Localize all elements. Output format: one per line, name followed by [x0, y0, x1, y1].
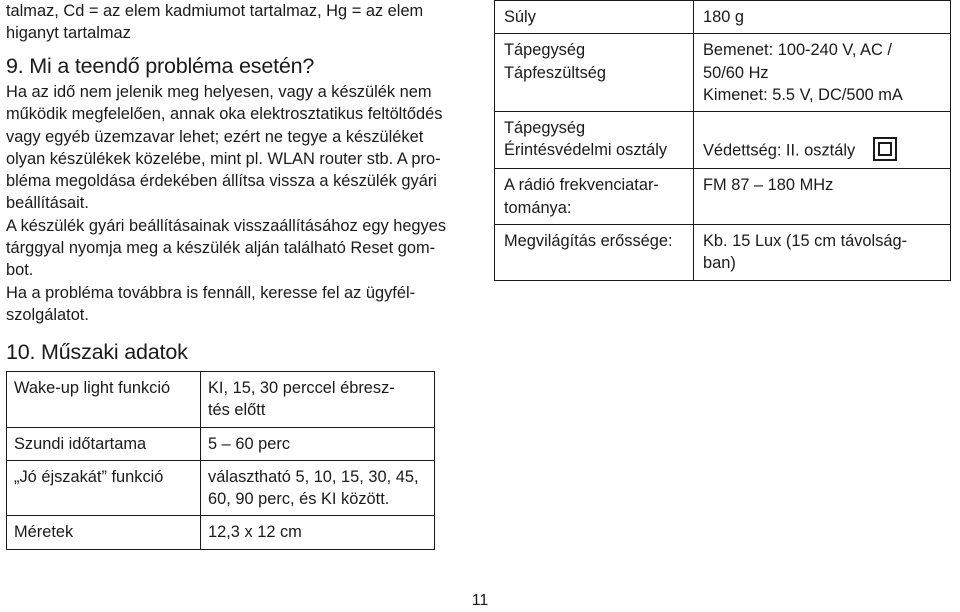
- table-row: [495, 169, 951, 225]
- text-line: bot.: [6, 261, 34, 280]
- spec-label: „Jó éjszakát” funkció: [7, 460, 201, 516]
- text-line: vagy egyéb üzemzavar lehet; ezért ne tegye a készüléket: [6, 127, 424, 146]
- spec-value: Bemenet: 100-240 V, AC / 50/60 Hz Kimenet: 5.5 V, DC/500 mA: [694, 34, 951, 112]
- spec-label: Tápegység Tápfeszültség: [495, 34, 694, 112]
- text-line: A készülék gyári beállításainak visszaállításához egy hegyes: [6, 216, 447, 235]
- spec-value: Védettség: II. osztály: [694, 112, 951, 169]
- spec-value: 12,3 x 12 cm: [201, 516, 435, 549]
- spec-value: választható 5, 10, 15, 30, 45, 60, 90 perc, és KI között.: [201, 460, 435, 516]
- text-line: talmaz, Cd = az elem kadmiumot tartalmaz, Hg = az elem: [6, 2, 424, 20]
- spec-label: A rádió frekvenciatar- tománya:: [495, 169, 694, 225]
- spec-label: Tápegység Érintésvédelmi osztály: [495, 112, 694, 169]
- spec-value: Kb. 15 Lux (15 cm távolság- ban): [694, 225, 951, 281]
- table-row: [495, 225, 951, 281]
- intro-paragraph: [6, 0, 476, 45]
- table-row: [7, 460, 435, 516]
- table-row: [7, 427, 435, 460]
- text-line: bléma megoldása érdekében állítsa vissza a készülék gyári: [6, 172, 437, 191]
- tech-data-table-right: [494, 0, 951, 281]
- spec-value: KI, 15, 30 perccel ébresz- tés előtt: [201, 372, 435, 428]
- spec-value: 5 – 60 perc: [201, 427, 435, 460]
- text-line: Ha a probléma továbbra is fennáll, keresse fel az ügyfél-: [6, 283, 416, 302]
- table-row: [495, 34, 951, 112]
- spec-label: Megvilágítás erőssége:: [495, 225, 694, 281]
- spec-value: FM 87 – 180 MHz: [694, 169, 951, 225]
- spec-label: Méretek: [7, 516, 201, 549]
- left-column: [6, 0, 476, 364]
- section-9-heading: 9. Mi a teendő probléma esetén?: [6, 54, 315, 78]
- troubleshoot-paragraph-2: [6, 215, 476, 282]
- text-line: működik megfelelően, annak oka elektrosztatikus feltöltődés: [6, 105, 443, 124]
- spec-label: Súly: [495, 1, 694, 34]
- table-row: [495, 1, 951, 34]
- spec-label: Szundi időtartama: [7, 427, 201, 460]
- tech-data-table-left: [6, 371, 435, 550]
- page-number: 11: [471, 592, 489, 609]
- troubleshoot-paragraph-1: [6, 81, 476, 215]
- text-line: higanyt tartalmaz: [6, 24, 131, 43]
- text-line: beállításait.: [6, 194, 89, 213]
- text-line: olyan készülékek közelébe, mint pl. WLAN router stb. A pro-: [6, 149, 441, 168]
- spec-label: Wake-up light funkció: [7, 372, 201, 428]
- table-row: [7, 516, 435, 549]
- troubleshoot-paragraph-3: [6, 282, 476, 327]
- spec-value: 180 g: [694, 1, 951, 34]
- text-line: tárggyal nyomja meg a készülék alján található Reset gom-: [6, 239, 436, 258]
- table-row: [7, 372, 435, 428]
- text-line: Ha az idő nem jelenik meg helyesen, vagy a készülék nem: [6, 83, 432, 101]
- section-10-heading: 10. Műszaki adatok: [6, 340, 188, 364]
- text-line: szolgálatot.: [6, 305, 89, 324]
- table-row: [495, 112, 951, 169]
- protection-class-ii-icon: [873, 137, 897, 161]
